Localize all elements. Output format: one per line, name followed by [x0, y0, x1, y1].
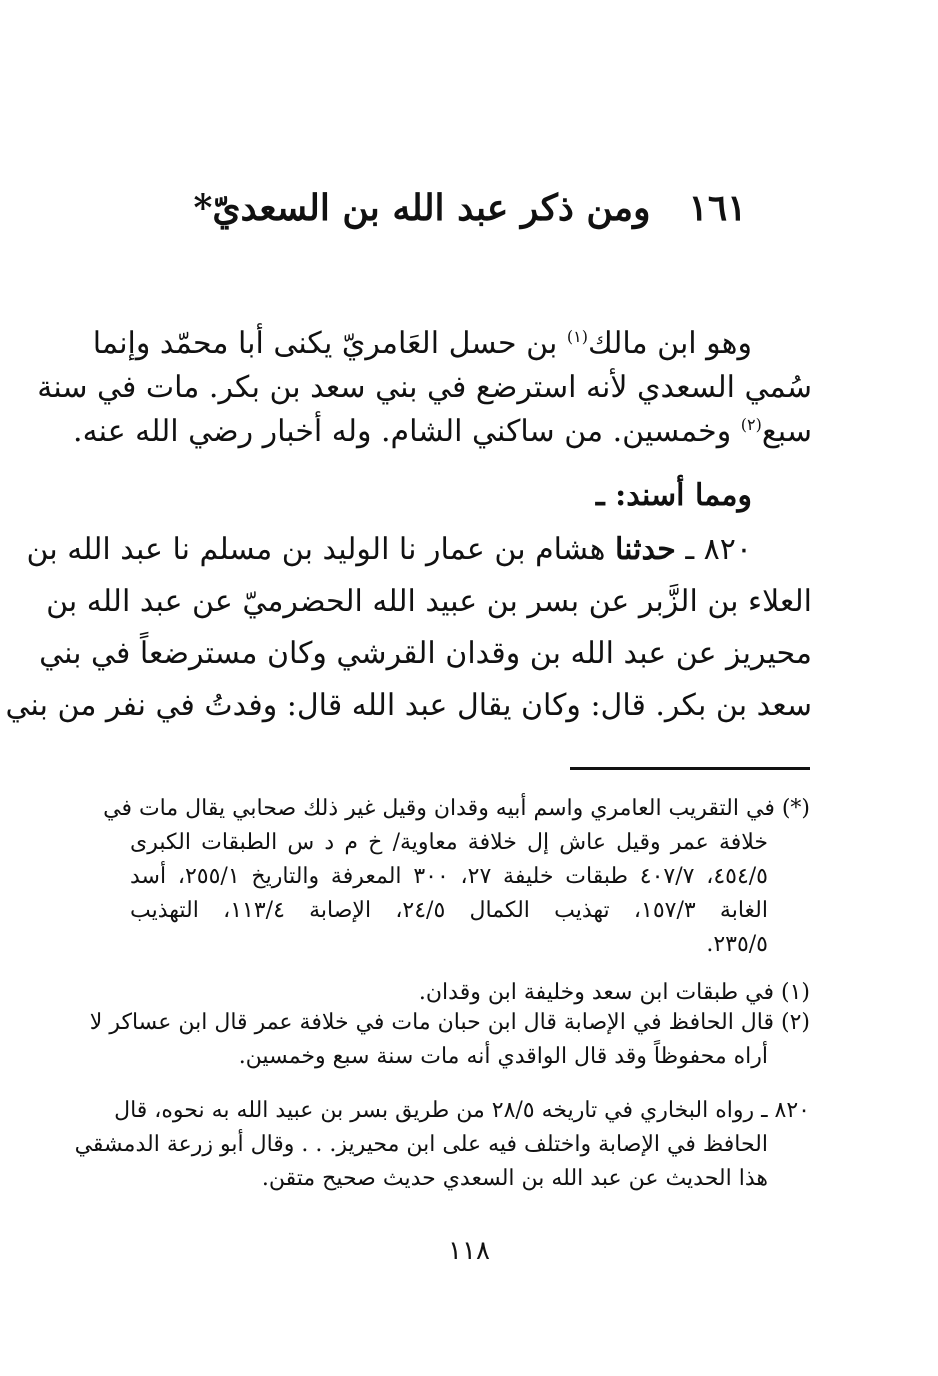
chapter-number: ١٦١: [688, 187, 747, 229]
section-label: ومما أسند: ـ: [595, 478, 752, 513]
footnote-line: ٢٣٥/٥.: [706, 932, 768, 957]
text-line: ٨٢٠ ـ حدثنا هشام بن عمار نا الوليد بن مسلم نا عبد الله بن: [26, 532, 752, 567]
footnote-marker: (٢): [740, 415, 762, 434]
hadith-lead-word: حدثنا: [614, 532, 676, 567]
footnote-line: (١) في طبقات ابن سعد وخليفة ابن وقدان.: [418, 980, 810, 1005]
text-line: سعد بن بكر. قال: وكان يقال عبد الله قال: وفدتُ في نفر من بني: [5, 688, 812, 723]
footnote-line: أراه محفوظاً وقد قال الواقدي أنه مات سنة سبع وخمسين.: [238, 1044, 768, 1069]
footnote-line: خلافة عمر وقيل عاش إل خلافة معاوية/ خ م د س الطبقات الكبرى: [130, 830, 768, 855]
footnote-line: (*) في التقريب العامري واسم أبيه وقدان وقيل غير ذلك صحابي يقال مات في: [103, 796, 810, 821]
text-line: العلاء بن الزَّبر عن بسر بن عبيد الله الحضرميّ عن عبد الله بن: [46, 584, 812, 619]
text-line: وهو ابن مالك$^{(١)}$ بن حسل العَامريّ يكنى أبا محمّد وإنما: [92, 326, 752, 361]
chapter-title: ومن ذكر عبد الله بن السعديّ*: [193, 187, 651, 229]
footnote-marker: (١): [566, 327, 588, 346]
footnote-line: (٢) قال الحافظ في الإصابة قال ابن حبان مات في خلافة عمر قال ابن عساكر لا: [89, 1010, 810, 1035]
footnote-line: الحافظ في الإصابة واختلف فيه على ابن محيريز. . . وقال أبو زرعة الدمشقي: [74, 1132, 768, 1157]
text-line: سُمي السعدي لأنه استرضع في بني سعد بن بكر. مات في سنة: [37, 370, 812, 405]
footnote-line: ٤٥٤/٥، ٤٠٧/٧ طبقات خليفة ٢٧، ٣٠٠ المعرفة والتاريخ ٢٥٥/١، أسد: [130, 864, 768, 889]
footnote-line: هذا الحديث عن عبد الله بن السعدي حديث صحيح متقن.: [261, 1166, 768, 1191]
text-line: محيريز عن عبد الله بن وقدان القرشي وكان مسترضعاً في بني: [39, 636, 812, 671]
text-line: سبع$^{(٢)}$ وخمسين. من ساكني الشام. وله أخبار رضي الله عنه.: [73, 414, 812, 449]
footnote-line: ٨٢٠ ـ رواه البخاري في تاريخه ٢٨/٥ من طريق بسر بن عبيد الله به نحوه، قال: [114, 1098, 810, 1123]
footnote-line: الغابة ١٥٧/٣، تهذيب الكمال ٢٤/٥، الإصابة ١١٣/٤، التهذيب: [130, 898, 768, 923]
footnote-separator: [570, 767, 810, 770]
chapter-heading: [193, 178, 747, 238]
page-number: ١١٨: [448, 1236, 490, 1266]
